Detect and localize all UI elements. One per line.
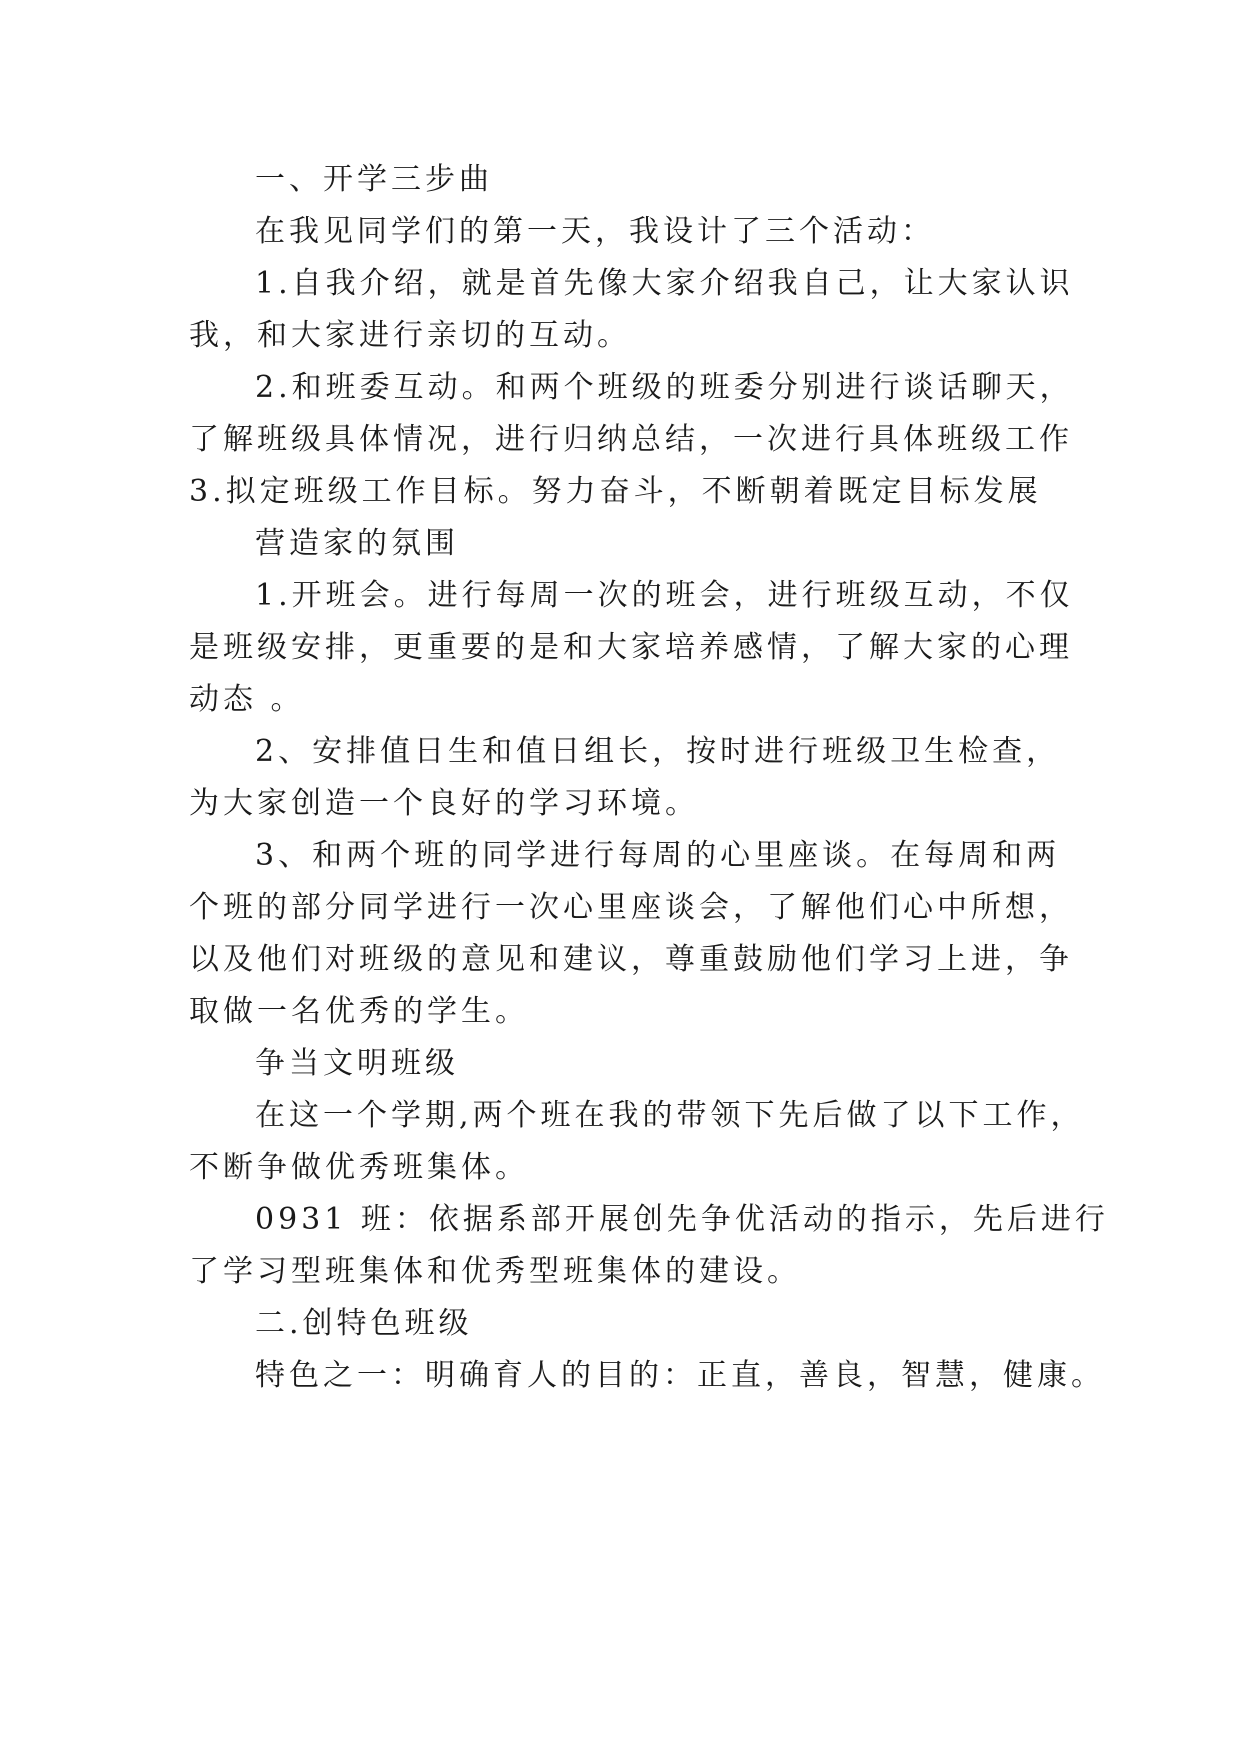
paragraph-line: 2.和班委互动。和两个班级的班委分别进行谈话聊天， bbox=[255, 370, 1074, 405]
paragraph-line: 了学习型班集体和优秀型班集体的建设。 bbox=[189, 1254, 801, 1289]
paragraph-line: 是班级安排，更重要的是和大家培养感情，了解大家的心理 bbox=[189, 630, 1073, 665]
paragraph-line: 为大家创造一个良好的学习环境。 bbox=[189, 786, 699, 821]
paragraph-line: 在这一个学期,两个班在我的带领下先后做了以下工作， bbox=[255, 1098, 1085, 1133]
heading-civilized-class: 争当文明班级 bbox=[255, 1046, 459, 1081]
heading-opening-three-steps: 一、开学三步曲 bbox=[255, 162, 493, 197]
paragraph-line: 1.自我介绍，就是首先像大家介绍我自己，让大家认识 bbox=[255, 266, 1074, 301]
paragraph-line: 个班的部分同学进行一次心里座谈会，了解他们心中所想， bbox=[189, 890, 1073, 925]
paragraph-line: 0931 班：依据系部开展创先争优活动的指示，先后进行 bbox=[255, 1202, 1109, 1237]
paragraph-line: 取做一名优秀的学生。 bbox=[189, 994, 529, 1029]
paragraph-line: 动态 。 bbox=[189, 682, 305, 717]
paragraph-line: 在我见同学们的第一天，我设计了三个活动： bbox=[255, 214, 935, 249]
paragraph-line: 2、安排值日生和值日组长，按时进行班级卫生检查， bbox=[255, 734, 1061, 769]
heading-home-atmosphere: 营造家的氛围 bbox=[255, 526, 459, 561]
paragraph-line: 我，和大家进行亲切的互动。 bbox=[189, 318, 631, 353]
paragraph-line: 3.拟定班级工作目标。努力奋斗，不断朝着既定目标发展 bbox=[189, 474, 1042, 509]
heading-featured-class: 二.创特色班级 bbox=[255, 1306, 473, 1341]
paragraph-line: 1.开班会。进行每周一次的班会，进行班级互动，不仅 bbox=[255, 578, 1074, 613]
paragraph-line: 不断争做优秀班集体。 bbox=[189, 1150, 529, 1185]
paragraph-line: 特色之一：明确育人的目的：正直，善良，智慧，健康。 bbox=[255, 1358, 1105, 1393]
paragraph-line: 了解班级具体情况，进行归纳总结，一次进行具体班级工作 bbox=[189, 422, 1073, 457]
paragraph-line: 以及他们对班级的意见和建议，尊重鼓励他们学习上进，争 bbox=[189, 942, 1073, 977]
paragraph-line: 3、和两个班的同学进行每周的心里座谈。在每周和两 bbox=[255, 838, 1061, 873]
